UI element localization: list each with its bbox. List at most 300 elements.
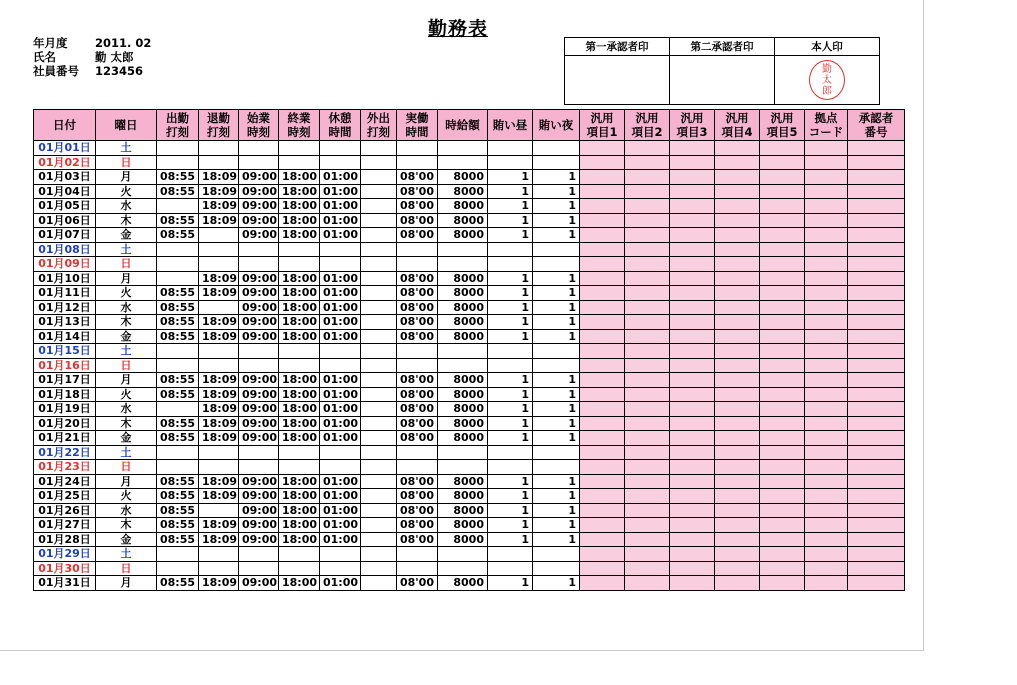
cell-rest[interactable] xyxy=(320,358,361,373)
cell-end[interactable]: 18:00 xyxy=(279,431,320,446)
cell-base[interactable] xyxy=(805,547,848,562)
cell-day[interactable]: 1 xyxy=(488,300,533,315)
cell-g1[interactable] xyxy=(580,199,625,214)
cell-g4[interactable] xyxy=(715,489,760,504)
cell-end[interactable]: 18:00 xyxy=(279,518,320,533)
cell-g3[interactable] xyxy=(670,402,715,417)
cell-start[interactable]: 09:00 xyxy=(239,329,279,344)
cell-rest[interactable]: 01:00 xyxy=(320,503,361,518)
cell-base[interactable] xyxy=(805,271,848,286)
cell-appr[interactable] xyxy=(848,503,905,518)
cell-g1[interactable] xyxy=(580,228,625,243)
cell-rest[interactable]: 01:00 xyxy=(320,184,361,199)
cell-out[interactable]: 18:09 xyxy=(199,402,239,417)
cell-appr[interactable] xyxy=(848,431,905,446)
cell-appr[interactable] xyxy=(848,402,905,417)
cell-base[interactable] xyxy=(805,315,848,330)
cell-appr[interactable] xyxy=(848,141,905,156)
cell-day[interactable]: 1 xyxy=(488,271,533,286)
cell-in[interactable] xyxy=(157,561,199,576)
cell-night[interactable] xyxy=(533,358,580,373)
cell-start[interactable] xyxy=(239,561,279,576)
cell-goout[interactable] xyxy=(361,242,397,257)
cell-end[interactable] xyxy=(279,547,320,562)
cell-appr[interactable] xyxy=(848,373,905,388)
cell-night[interactable] xyxy=(533,460,580,475)
cell-goout[interactable] xyxy=(361,445,397,460)
cell-g5[interactable] xyxy=(760,315,805,330)
cell-g5[interactable] xyxy=(760,358,805,373)
cell-goout[interactable] xyxy=(361,329,397,344)
cell-night[interactable]: 1 xyxy=(533,199,580,214)
cell-g2[interactable] xyxy=(625,242,670,257)
cell-goout[interactable] xyxy=(361,271,397,286)
cell-in[interactable] xyxy=(157,460,199,475)
cell-wage[interactable]: 8000 xyxy=(438,416,488,431)
cell-g1[interactable] xyxy=(580,474,625,489)
cell-g5[interactable] xyxy=(760,329,805,344)
cell-rest[interactable] xyxy=(320,141,361,156)
cell-appr[interactable] xyxy=(848,228,905,243)
cell-appr[interactable] xyxy=(848,257,905,272)
cell-g3[interactable] xyxy=(670,184,715,199)
cell-g1[interactable] xyxy=(580,489,625,504)
cell-g4[interactable] xyxy=(715,518,760,533)
cell-day[interactable]: 1 xyxy=(488,532,533,547)
cell-g5[interactable] xyxy=(760,271,805,286)
cell-g2[interactable] xyxy=(625,300,670,315)
cell-night[interactable] xyxy=(533,344,580,359)
cell-night[interactable]: 1 xyxy=(533,329,580,344)
cell-night[interactable]: 1 xyxy=(533,228,580,243)
cell-appr[interactable] xyxy=(848,184,905,199)
cell-g2[interactable] xyxy=(625,402,670,417)
cell-night[interactable] xyxy=(533,242,580,257)
cell-start[interactable]: 09:00 xyxy=(239,489,279,504)
cell-wage[interactable]: 8000 xyxy=(438,286,488,301)
cell-g5[interactable] xyxy=(760,228,805,243)
cell-start[interactable]: 09:00 xyxy=(239,286,279,301)
cell-base[interactable] xyxy=(805,141,848,156)
cell-start[interactable]: 09:00 xyxy=(239,474,279,489)
cell-in[interactable] xyxy=(157,199,199,214)
cell-goout[interactable] xyxy=(361,141,397,156)
cell-appr[interactable] xyxy=(848,329,905,344)
cell-g2[interactable] xyxy=(625,141,670,156)
cell-night[interactable] xyxy=(533,257,580,272)
cell-g1[interactable] xyxy=(580,416,625,431)
cell-g3[interactable] xyxy=(670,271,715,286)
cell-day[interactable] xyxy=(488,141,533,156)
cell-out[interactable]: 18:09 xyxy=(199,474,239,489)
cell-out[interactable]: 18:09 xyxy=(199,271,239,286)
cell-g3[interactable] xyxy=(670,358,715,373)
cell-g5[interactable] xyxy=(760,300,805,315)
cell-day[interactable]: 1 xyxy=(488,416,533,431)
cell-g2[interactable] xyxy=(625,257,670,272)
cell-g5[interactable] xyxy=(760,518,805,533)
cell-appr[interactable] xyxy=(848,445,905,460)
cell-g5[interactable] xyxy=(760,170,805,185)
cell-goout[interactable] xyxy=(361,518,397,533)
cell-g2[interactable] xyxy=(625,155,670,170)
cell-day[interactable]: 1 xyxy=(488,503,533,518)
cell-g2[interactable] xyxy=(625,358,670,373)
cell-rest[interactable]: 01:00 xyxy=(320,402,361,417)
cell-rest[interactable]: 01:00 xyxy=(320,387,361,402)
cell-out[interactable] xyxy=(199,503,239,518)
cell-night[interactable]: 1 xyxy=(533,489,580,504)
cell-g5[interactable] xyxy=(760,286,805,301)
cell-g5[interactable] xyxy=(760,184,805,199)
cell-g3[interactable] xyxy=(670,547,715,562)
cell-start[interactable] xyxy=(239,141,279,156)
cell-rest[interactable]: 01:00 xyxy=(320,576,361,591)
cell-g1[interactable] xyxy=(580,503,625,518)
cell-g5[interactable] xyxy=(760,532,805,547)
cell-rest[interactable]: 01:00 xyxy=(320,416,361,431)
cell-in[interactable] xyxy=(157,155,199,170)
cell-in[interactable] xyxy=(157,547,199,562)
cell-rest[interactable]: 01:00 xyxy=(320,199,361,214)
cell-g2[interactable] xyxy=(625,286,670,301)
cell-goout[interactable] xyxy=(361,503,397,518)
cell-in[interactable] xyxy=(157,445,199,460)
cell-g1[interactable] xyxy=(580,184,625,199)
cell-night[interactable] xyxy=(533,155,580,170)
cell-wage[interactable] xyxy=(438,547,488,562)
cell-out[interactable]: 18:09 xyxy=(199,532,239,547)
cell-g3[interactable] xyxy=(670,431,715,446)
cell-work[interactable] xyxy=(397,242,438,257)
cell-in[interactable]: 08:55 xyxy=(157,213,199,228)
cell-work[interactable] xyxy=(397,344,438,359)
cell-g4[interactable] xyxy=(715,329,760,344)
cell-g3[interactable] xyxy=(670,300,715,315)
cell-goout[interactable] xyxy=(361,373,397,388)
cell-g2[interactable] xyxy=(625,431,670,446)
cell-base[interactable] xyxy=(805,170,848,185)
cell-rest[interactable]: 01:00 xyxy=(320,329,361,344)
cell-g5[interactable] xyxy=(760,474,805,489)
cell-work[interactable] xyxy=(397,445,438,460)
cell-work[interactable]: 08'00 xyxy=(397,532,438,547)
cell-base[interactable] xyxy=(805,358,848,373)
cell-appr[interactable] xyxy=(848,576,905,591)
cell-day[interactable]: 1 xyxy=(488,474,533,489)
cell-g4[interactable] xyxy=(715,460,760,475)
cell-out[interactable]: 18:09 xyxy=(199,315,239,330)
cell-g4[interactable] xyxy=(715,547,760,562)
cell-end[interactable] xyxy=(279,460,320,475)
cell-base[interactable] xyxy=(805,576,848,591)
cell-work[interactable]: 08'00 xyxy=(397,373,438,388)
cell-wage[interactable]: 8000 xyxy=(438,315,488,330)
cell-work[interactable] xyxy=(397,141,438,156)
cell-g4[interactable] xyxy=(715,199,760,214)
cell-end[interactable] xyxy=(279,445,320,460)
cell-night[interactable]: 1 xyxy=(533,431,580,446)
cell-day[interactable]: 1 xyxy=(488,489,533,504)
cell-g4[interactable] xyxy=(715,431,760,446)
cell-g4[interactable] xyxy=(715,141,760,156)
cell-start[interactable]: 09:00 xyxy=(239,199,279,214)
cell-end[interactable]: 18:00 xyxy=(279,416,320,431)
cell-end[interactable]: 18:00 xyxy=(279,503,320,518)
cell-g4[interactable] xyxy=(715,242,760,257)
cell-in[interactable] xyxy=(157,271,199,286)
cell-in[interactable]: 08:55 xyxy=(157,228,199,243)
cell-out[interactable] xyxy=(199,358,239,373)
cell-g5[interactable] xyxy=(760,213,805,228)
cell-goout[interactable] xyxy=(361,402,397,417)
cell-work[interactable]: 08'00 xyxy=(397,503,438,518)
cell-start[interactable]: 09:00 xyxy=(239,170,279,185)
cell-rest[interactable]: 01:00 xyxy=(320,286,361,301)
cell-day[interactable]: 1 xyxy=(488,228,533,243)
cell-in[interactable]: 08:55 xyxy=(157,489,199,504)
cell-g5[interactable] xyxy=(760,387,805,402)
cell-start[interactable]: 09:00 xyxy=(239,518,279,533)
cell-g4[interactable] xyxy=(715,228,760,243)
cell-night[interactable]: 1 xyxy=(533,315,580,330)
cell-in[interactable]: 08:55 xyxy=(157,286,199,301)
cell-wage[interactable] xyxy=(438,561,488,576)
cell-work[interactable]: 08'00 xyxy=(397,474,438,489)
cell-g1[interactable] xyxy=(580,445,625,460)
cell-end[interactable] xyxy=(279,561,320,576)
cell-g4[interactable] xyxy=(715,257,760,272)
cell-rest[interactable] xyxy=(320,445,361,460)
cell-work[interactable]: 08'00 xyxy=(397,228,438,243)
cell-wage[interactable]: 8000 xyxy=(438,503,488,518)
cell-rest[interactable]: 01:00 xyxy=(320,170,361,185)
cell-g3[interactable] xyxy=(670,170,715,185)
cell-goout[interactable] xyxy=(361,474,397,489)
cell-work[interactable]: 08'00 xyxy=(397,387,438,402)
cell-out[interactable] xyxy=(199,561,239,576)
cell-g1[interactable] xyxy=(580,518,625,533)
cell-g1[interactable] xyxy=(580,170,625,185)
cell-end[interactable]: 18:00 xyxy=(279,300,320,315)
cell-appr[interactable] xyxy=(848,170,905,185)
cell-g1[interactable] xyxy=(580,373,625,388)
cell-g3[interactable] xyxy=(670,576,715,591)
cell-goout[interactable] xyxy=(361,547,397,562)
cell-g5[interactable] xyxy=(760,489,805,504)
cell-out[interactable]: 18:09 xyxy=(199,416,239,431)
cell-g4[interactable] xyxy=(715,184,760,199)
cell-base[interactable] xyxy=(805,286,848,301)
cell-g4[interactable] xyxy=(715,300,760,315)
cell-in[interactable]: 08:55 xyxy=(157,416,199,431)
cell-day[interactable]: 1 xyxy=(488,199,533,214)
cell-in[interactable]: 08:55 xyxy=(157,300,199,315)
cell-wage[interactable]: 8000 xyxy=(438,576,488,591)
cell-base[interactable] xyxy=(805,329,848,344)
cell-out[interactable]: 18:09 xyxy=(199,213,239,228)
cell-goout[interactable] xyxy=(361,228,397,243)
cell-in[interactable] xyxy=(157,141,199,156)
cell-night[interactable]: 1 xyxy=(533,474,580,489)
cell-g3[interactable] xyxy=(670,445,715,460)
cell-night[interactable]: 1 xyxy=(533,503,580,518)
cell-g5[interactable] xyxy=(760,416,805,431)
cell-end[interactable]: 18:00 xyxy=(279,286,320,301)
cell-g1[interactable] xyxy=(580,402,625,417)
cell-g1[interactable] xyxy=(580,387,625,402)
cell-wage[interactable]: 8000 xyxy=(438,402,488,417)
cell-work[interactable] xyxy=(397,460,438,475)
cell-work[interactable]: 08'00 xyxy=(397,286,438,301)
cell-in[interactable] xyxy=(157,402,199,417)
cell-wage[interactable]: 8000 xyxy=(438,489,488,504)
cell-g1[interactable] xyxy=(580,242,625,257)
cell-base[interactable] xyxy=(805,228,848,243)
cell-appr[interactable] xyxy=(848,358,905,373)
cell-night[interactable]: 1 xyxy=(533,213,580,228)
cell-rest[interactable]: 01:00 xyxy=(320,315,361,330)
cell-night[interactable]: 1 xyxy=(533,184,580,199)
cell-g3[interactable] xyxy=(670,387,715,402)
cell-day[interactable] xyxy=(488,445,533,460)
cell-g1[interactable] xyxy=(580,344,625,359)
cell-g1[interactable] xyxy=(580,576,625,591)
cell-base[interactable] xyxy=(805,503,848,518)
cell-end[interactable]: 18:00 xyxy=(279,373,320,388)
cell-in[interactable]: 08:55 xyxy=(157,184,199,199)
cell-out[interactable] xyxy=(199,460,239,475)
cell-base[interactable] xyxy=(805,373,848,388)
cell-work[interactable] xyxy=(397,358,438,373)
cell-goout[interactable] xyxy=(361,286,397,301)
cell-work[interactable]: 08'00 xyxy=(397,213,438,228)
cell-night[interactable]: 1 xyxy=(533,170,580,185)
cell-wage[interactable]: 8000 xyxy=(438,170,488,185)
cell-out[interactable]: 18:09 xyxy=(199,518,239,533)
cell-g2[interactable] xyxy=(625,532,670,547)
cell-goout[interactable] xyxy=(361,170,397,185)
cell-g2[interactable] xyxy=(625,199,670,214)
cell-start[interactable] xyxy=(239,445,279,460)
cell-g5[interactable] xyxy=(760,576,805,591)
cell-out[interactable]: 18:09 xyxy=(199,431,239,446)
cell-g2[interactable] xyxy=(625,474,670,489)
cell-night[interactable]: 1 xyxy=(533,286,580,301)
cell-goout[interactable] xyxy=(361,460,397,475)
cell-g4[interactable] xyxy=(715,445,760,460)
cell-end[interactable]: 18:00 xyxy=(279,315,320,330)
cell-out[interactable]: 18:09 xyxy=(199,286,239,301)
cell-work[interactable] xyxy=(397,547,438,562)
cell-g4[interactable] xyxy=(715,170,760,185)
cell-base[interactable] xyxy=(805,489,848,504)
cell-start[interactable]: 09:00 xyxy=(239,271,279,286)
cell-g2[interactable] xyxy=(625,561,670,576)
cell-out[interactable] xyxy=(199,445,239,460)
cell-in[interactable]: 08:55 xyxy=(157,315,199,330)
cell-day[interactable]: 1 xyxy=(488,431,533,446)
cell-goout[interactable] xyxy=(361,213,397,228)
cell-g3[interactable] xyxy=(670,416,715,431)
cell-g2[interactable] xyxy=(625,344,670,359)
cell-appr[interactable] xyxy=(848,315,905,330)
cell-in[interactable]: 08:55 xyxy=(157,474,199,489)
cell-g1[interactable] xyxy=(580,141,625,156)
cell-wage[interactable]: 8000 xyxy=(438,387,488,402)
cell-out[interactable]: 18:09 xyxy=(199,170,239,185)
cell-appr[interactable] xyxy=(848,286,905,301)
cell-rest[interactable] xyxy=(320,547,361,562)
cell-g1[interactable] xyxy=(580,431,625,446)
cell-g5[interactable] xyxy=(760,547,805,562)
cell-wage[interactable]: 8000 xyxy=(438,373,488,388)
cell-end[interactable] xyxy=(279,358,320,373)
cell-g1[interactable] xyxy=(580,358,625,373)
cell-day[interactable] xyxy=(488,561,533,576)
cell-rest[interactable]: 01:00 xyxy=(320,489,361,504)
cell-wage[interactable] xyxy=(438,358,488,373)
cell-in[interactable]: 08:55 xyxy=(157,373,199,388)
cell-appr[interactable] xyxy=(848,561,905,576)
cell-work[interactable] xyxy=(397,561,438,576)
cell-goout[interactable] xyxy=(361,344,397,359)
cell-day[interactable]: 1 xyxy=(488,402,533,417)
cell-out[interactable]: 18:09 xyxy=(199,373,239,388)
cell-base[interactable] xyxy=(805,460,848,475)
cell-g4[interactable] xyxy=(715,402,760,417)
cell-day[interactable]: 1 xyxy=(488,373,533,388)
cell-g3[interactable] xyxy=(670,242,715,257)
cell-g3[interactable] xyxy=(670,155,715,170)
cell-night[interactable]: 1 xyxy=(533,373,580,388)
cell-wage[interactable]: 8000 xyxy=(438,184,488,199)
cell-g3[interactable] xyxy=(670,373,715,388)
cell-g4[interactable] xyxy=(715,155,760,170)
cell-appr[interactable] xyxy=(848,547,905,562)
cell-base[interactable] xyxy=(805,561,848,576)
cell-rest[interactable]: 01:00 xyxy=(320,431,361,446)
cell-work[interactable]: 08'00 xyxy=(397,315,438,330)
cell-g3[interactable] xyxy=(670,228,715,243)
cell-start[interactable]: 09:00 xyxy=(239,576,279,591)
cell-g1[interactable] xyxy=(580,329,625,344)
cell-g4[interactable] xyxy=(715,576,760,591)
cell-g4[interactable] xyxy=(715,532,760,547)
cell-g2[interactable] xyxy=(625,329,670,344)
cell-appr[interactable] xyxy=(848,242,905,257)
cell-in[interactable]: 08:55 xyxy=(157,387,199,402)
cell-out[interactable] xyxy=(199,300,239,315)
cell-in[interactable] xyxy=(157,358,199,373)
cell-start[interactable] xyxy=(239,155,279,170)
cell-g3[interactable] xyxy=(670,518,715,533)
cell-in[interactable] xyxy=(157,257,199,272)
cell-appr[interactable] xyxy=(848,344,905,359)
cell-start[interactable]: 09:00 xyxy=(239,387,279,402)
cell-start[interactable]: 09:00 xyxy=(239,402,279,417)
cell-g4[interactable] xyxy=(715,315,760,330)
cell-base[interactable] xyxy=(805,474,848,489)
cell-end[interactable]: 18:00 xyxy=(279,387,320,402)
approval-box-second[interactable] xyxy=(670,56,775,105)
cell-work[interactable]: 08'00 xyxy=(397,329,438,344)
cell-appr[interactable] xyxy=(848,474,905,489)
cell-end[interactable]: 18:00 xyxy=(279,329,320,344)
cell-end[interactable]: 18:00 xyxy=(279,532,320,547)
cell-g2[interactable] xyxy=(625,445,670,460)
cell-out[interactable] xyxy=(199,141,239,156)
